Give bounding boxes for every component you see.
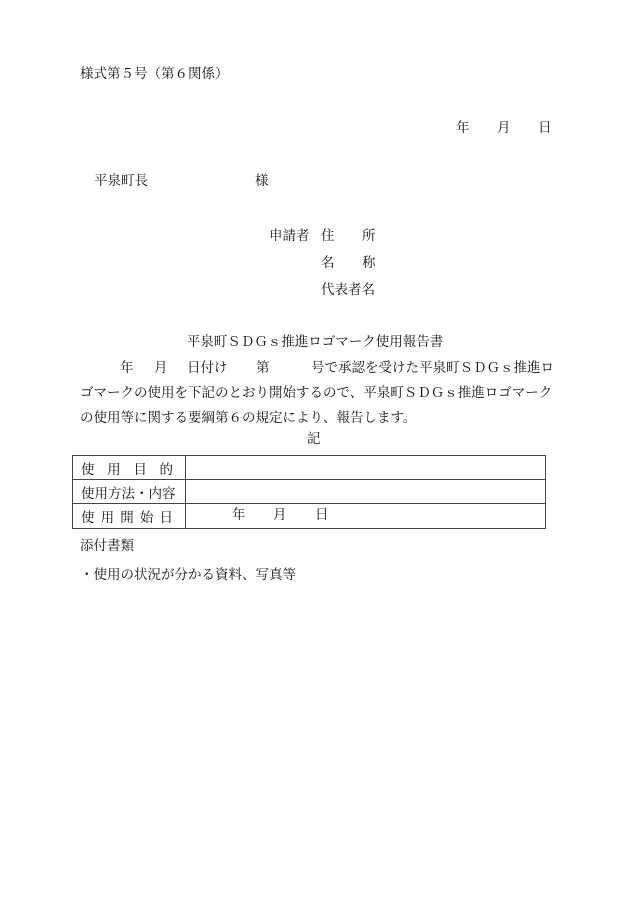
purpose-char: 使 xyxy=(81,461,95,478)
table-row xyxy=(73,456,546,480)
ki-label: 記 xyxy=(307,431,321,447)
purpose-char: 的 xyxy=(159,461,173,478)
report-table xyxy=(72,455,546,529)
start-date-char: 開 xyxy=(120,510,134,526)
method-label: 使用方法・内容 xyxy=(81,485,176,502)
method-label-cell xyxy=(73,480,186,504)
method-value-cell[interactable] xyxy=(186,480,546,504)
date-month-label: 月 xyxy=(497,120,511,136)
table-row xyxy=(73,480,546,504)
start-date-char: 用 xyxy=(100,510,115,526)
body-paragraph xyxy=(80,356,554,431)
applicant-label: 申請者 xyxy=(269,228,310,244)
date-day-label: 日 xyxy=(538,120,552,136)
address-label-char2: 所 xyxy=(362,228,376,244)
body-line-1 xyxy=(80,356,554,381)
purpose-char: 用 xyxy=(107,461,121,478)
date-year-label: 年 xyxy=(456,120,470,136)
purpose-value-cell[interactable] xyxy=(186,456,546,480)
purpose-label-cell xyxy=(73,456,186,480)
document-title: 平泉町ＳＤＧｓ推進ロゴマーク使用報告書 xyxy=(186,334,444,350)
body-year: 年 xyxy=(120,360,134,376)
form-number: 様式第５号（第６関係） xyxy=(80,66,229,82)
body-line-2: ゴマークの使用を下記のとおり開始するので、平泉町ＳＤＧｓ推進ロゴマーク xyxy=(80,385,553,401)
purpose-char: 目 xyxy=(133,461,147,478)
body-approved-text: 号で承認を受けた平泉町ＳＤＧｓ推進ロ xyxy=(311,360,554,376)
name-label-char1: 名 xyxy=(321,255,335,271)
start-date-value-cell[interactable] xyxy=(186,504,546,529)
addressee-name: 平泉町長 xyxy=(94,173,148,189)
body-month: 月 xyxy=(154,360,168,376)
addressee-honorific: 様 xyxy=(255,173,269,189)
start-date-label-cell xyxy=(73,504,186,529)
start-date-char: 始 xyxy=(139,510,154,526)
start-date-year: 年 xyxy=(232,507,246,523)
body-day-dated: 日付け xyxy=(187,360,228,376)
attachments-heading: 添付書類 xyxy=(80,538,134,554)
body-line-3: の使用等に関する要綱第６の規定により、報告します。 xyxy=(80,410,417,426)
table-row xyxy=(73,504,546,529)
body-dai: 第 xyxy=(256,360,270,376)
representative-label: 代表者名 xyxy=(321,282,375,298)
start-date-char: 使 xyxy=(81,510,95,526)
start-date-month: 月 xyxy=(273,507,287,523)
attachment-item: ・使用の状況が分かる資料、写真等 xyxy=(80,567,296,583)
address-label-char1: 住 xyxy=(321,228,335,244)
start-date-char: 日 xyxy=(159,510,173,526)
name-label-char2: 称 xyxy=(362,255,376,271)
start-date-day: 日 xyxy=(315,507,329,523)
